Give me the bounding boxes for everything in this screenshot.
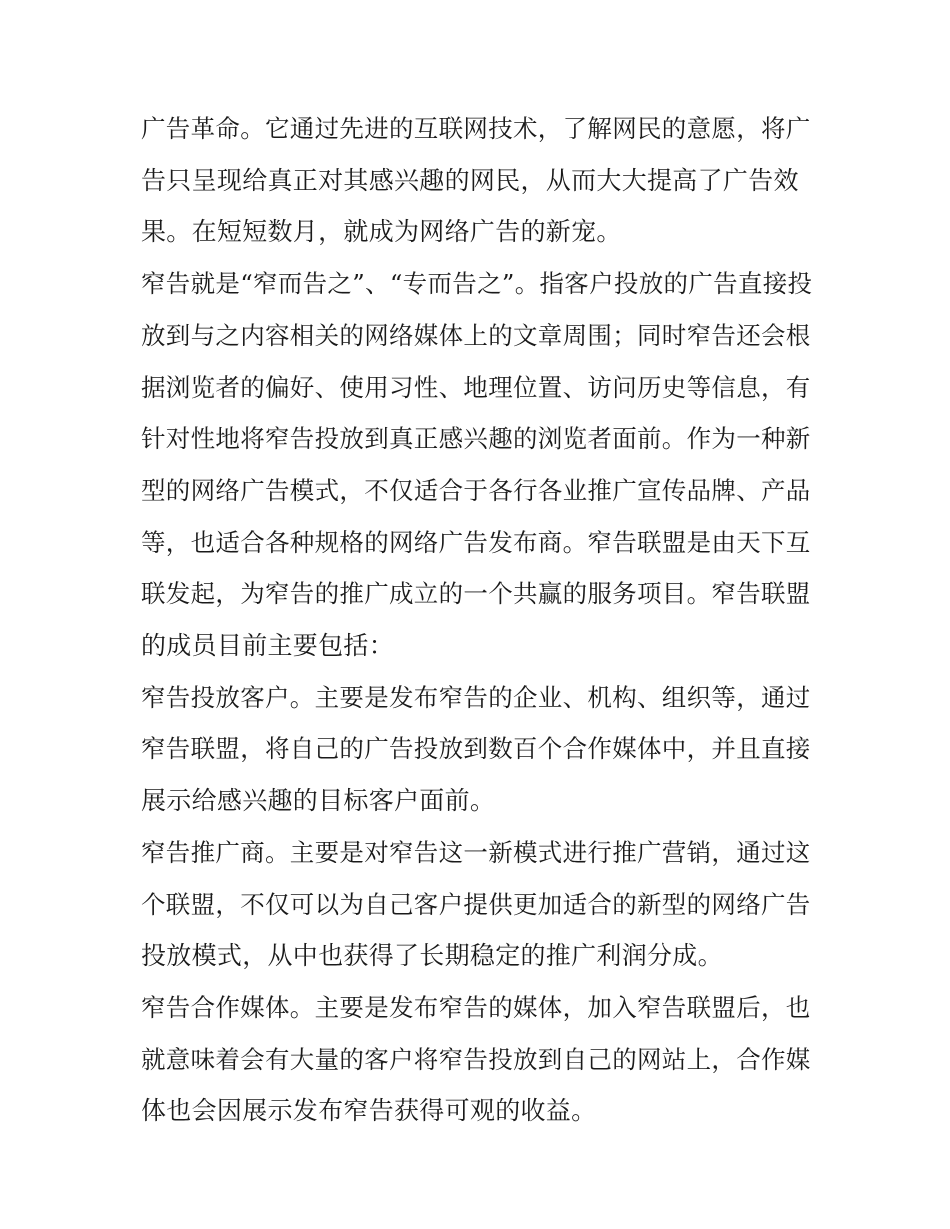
text-line: 等，也适合各种规格的网络广告发布商。窄告联盟是由天下互 [141,527,811,557]
text-line: 型的网络广告模式，不仅适合于各行各业推广宣传品牌、产品 [141,475,811,505]
text-line: 窄告联盟，将自己的广告投放到数百个合作媒体中，并且直接 [141,734,811,764]
text-line: 窄告推广商。主要是对窄告这一新模式进行推广营销，通过这 [141,837,811,867]
document-body [141,103,815,1137]
text-line: 的成员目前主要包括： [141,631,395,661]
text-line: 体也会因展示发布窄告获得可观的收益。 [141,1096,597,1126]
text-line: 投放模式，从中也获得了长期稳定的推广利润分成。 [141,941,723,971]
text-line: 窄告合作媒体。主要是发布窄告的媒体，加入窄告联盟后，也 [141,992,811,1022]
text-line: 窄告投放客户。主要是发布窄告的企业、机构、组织等，通过 [141,682,811,712]
paragraph-clients [141,672,815,827]
text-line: 广告革命。它通过先进的互联网技术，了解网民的意愿，将广 [141,114,811,143]
paragraph-media [141,982,815,1137]
text-line: 告只呈现给真正对其感兴趣的网民，从而大大提高了广告效 [141,165,799,195]
text-line: 就意味着会有大量的客户将窄告投放到自己的网站上，合作媒 [141,1044,811,1074]
text-line: 联发起，为窄告的推广成立的一个共赢的服务项目。窄告联盟 [141,579,811,609]
text-line: 个联盟，不仅可以为自己客户提供更加适合的新型的网络广告 [141,889,811,919]
paragraph-promoters [141,827,815,982]
text-line: 窄告就是“窄而告之”、“专而告之”。指客户投放的广告直接投 [141,269,813,299]
paragraph-definition [141,258,815,672]
text-line: 展示给感兴趣的目标客户面前。 [141,786,496,816]
paragraph-intro [141,103,815,258]
text-line: 据浏览者的偏好、使用习性、地理位置、访问历史等信息，有 [141,372,811,402]
text-line: 果。在短短数月，就成为网络广告的新宠。 [141,217,622,247]
text-line: 放到与之内容相关的网络媒体上的文章周围；同时窄告还会根 [141,320,811,350]
text-line: 针对性地将窄告投放到真正感兴趣的浏览者面前。作为一种新 [141,424,811,454]
